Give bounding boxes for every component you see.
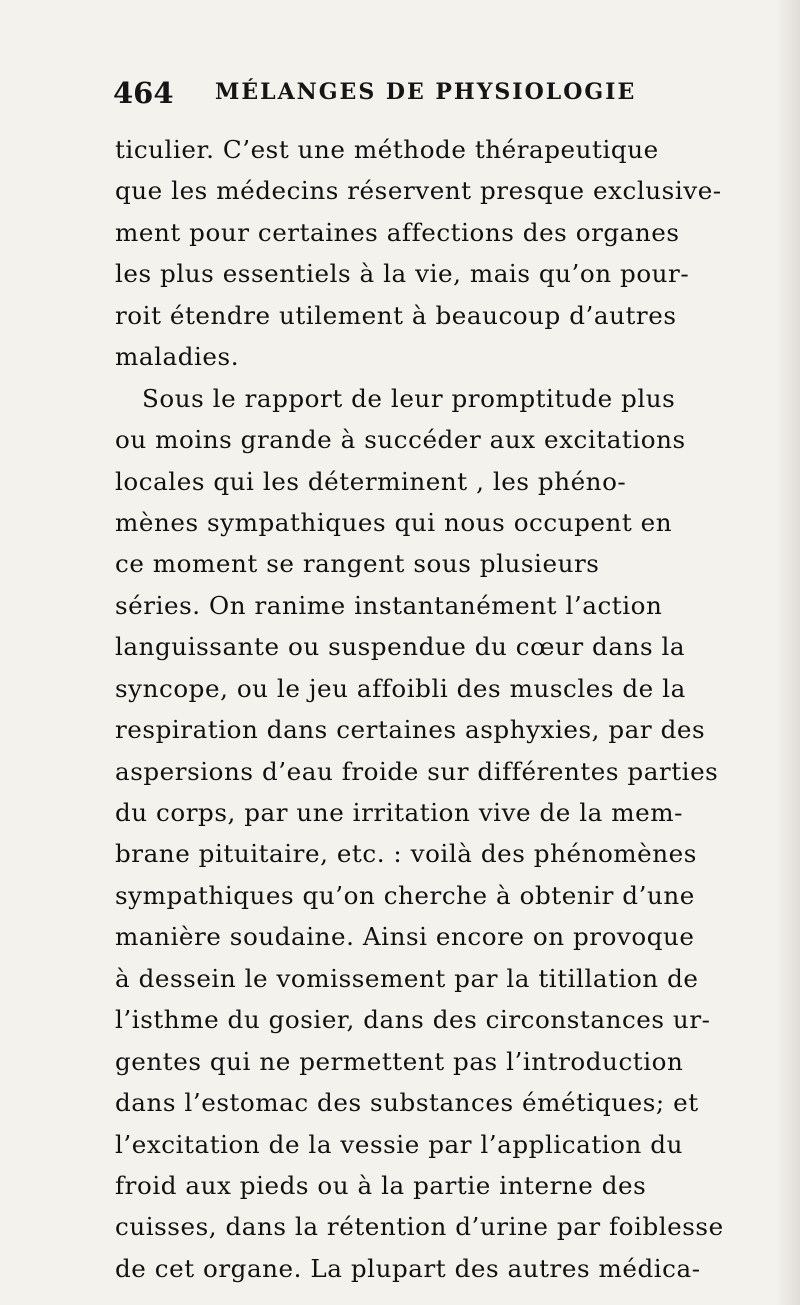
text-line: de cet organe. La plupart des autres médica-: [115, 1253, 701, 1283]
text-line: aspersions d’eau froide sur différentes parties: [115, 756, 719, 786]
text-line: l’isthme du gosier, dans des circonstances ur-: [115, 1005, 711, 1035]
running-title: MÉLANGES DE PHYSIOLOGIE: [215, 79, 637, 105]
text-line: ce moment se rangent sous plusieurs: [115, 549, 600, 579]
text-line: respiration dans certaines asphyxies, par des: [115, 715, 706, 745]
text-line: roit étendre utilement à beaucoup d’autres: [115, 300, 677, 330]
text-line: brane pituitaire, etc. : voilà des phénomènes: [115, 839, 697, 869]
text-line: syncope, ou le jeu affoibli des muscles de la: [115, 673, 686, 703]
text-line: manière soudaine. Ainsi encore on provoque: [115, 922, 695, 952]
text-line: que les médecins réservent presque exclusive-: [115, 176, 722, 206]
text-line: ou moins grande à succéder aux excitations: [115, 425, 686, 455]
body-text: [115, 129, 785, 1289]
text-line: ticulier. C’est une méthode thérapeutique: [115, 135, 659, 164]
text-line: séries. On ranime instantanément l’action: [115, 590, 663, 620]
text-line: sympathiques qu’on cherche à obtenir d’une: [115, 880, 695, 910]
text-line: froid aux pieds ou à la partie interne des: [115, 1170, 647, 1200]
text-line: maladies.: [115, 342, 240, 372]
text-line: languissante ou suspendue du cœur dans la: [115, 632, 686, 662]
text-line: dans l’estomac des substances émétiques; et: [115, 1088, 699, 1118]
text-line: à dessein le vomissement par la titillation de: [115, 963, 699, 993]
text-line: l’excitation de la vessie par l’application du: [115, 1129, 683, 1159]
text-line: mènes sympathiques qui nous occupent en: [115, 507, 673, 537]
paragraph-first-line: Sous le rapport de leur promptitude plus: [142, 383, 676, 413]
page-number: 464: [113, 76, 174, 110]
text-line: ment pour certaines affections des organes: [115, 217, 680, 247]
running-head: [113, 74, 773, 114]
text-line: locales qui les déterminent , les phéno-: [115, 466, 627, 496]
text-line: gentes qui ne permettent pas l’introduction: [115, 1046, 684, 1076]
text-line: du corps, par une irritation vive de la mem-: [115, 798, 683, 827]
text-line: les plus essentiels à la vie, mais qu’on pour-: [115, 259, 690, 289]
text-line: cuisses, dans la rétention d’urine par foiblesse: [115, 1212, 724, 1242]
page-edge-shadow: [776, 0, 800, 1305]
